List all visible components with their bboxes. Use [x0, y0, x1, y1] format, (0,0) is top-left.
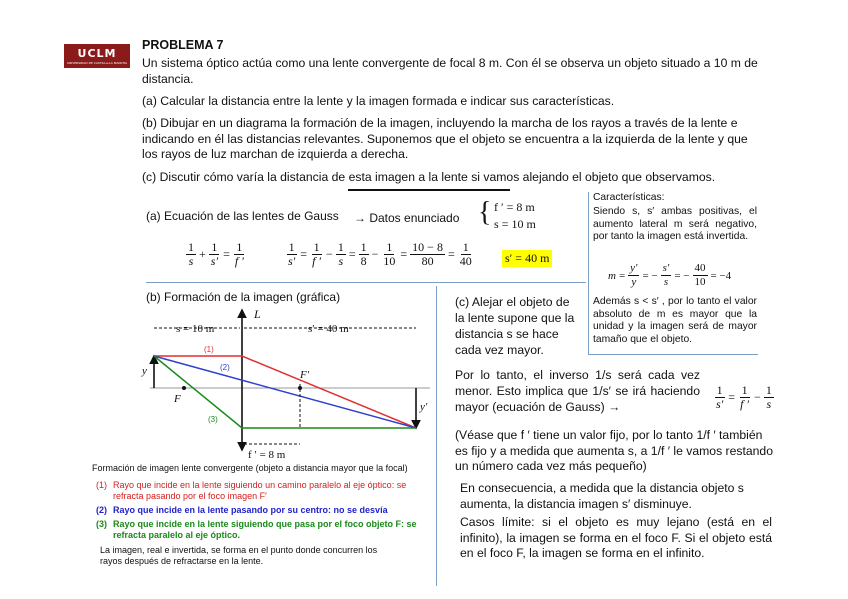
logo-subtitle: UNIVERSIDAD DE CASTILLA-LA MANCHA — [66, 61, 128, 65]
divider-line — [348, 189, 510, 191]
part-c-p2: Por lo tanto, el inverso 1/s será cada vez menor. Esto implica que 1/s′ se irá haciendo mayor (ecuación de Gauss) → — [455, 368, 700, 414]
legend-2 — [96, 505, 434, 516]
focus-image-label: F′ — [300, 369, 310, 381]
part-b-label: (b) Formación de la imagen (gráfica) — [146, 290, 341, 304]
dist-s-label: s = 10 m — [176, 323, 215, 335]
statement-a: (a) Calcular la distancia entre la lente y la imagen formada e indicar sus características. — [142, 94, 615, 108]
legend-1-num: (1) — [96, 480, 107, 490]
uclm-logo — [64, 44, 130, 68]
m-result: = −4 — [710, 269, 732, 282]
chars-note: Además s < s′ , por lo tanto el valor absoluto de m es mayor que la unidad y la imagen será de mayor tamaño que el objeto. — [593, 296, 757, 345]
legend-3-text: Rayo que incide en la lente siguiendo que pasa por el foco objeto F: se refracta paralelo al eje óptico. — [113, 519, 417, 540]
problem-title: PROBLEMA 7 — [142, 38, 224, 52]
logo-text: UCLM — [77, 47, 117, 60]
chars-divider — [588, 192, 589, 354]
legend-2-text: Rayo que incide en la lente pasando por su centro: no se desvía — [113, 505, 388, 515]
statement-c: (c) Discutir cómo varía la distancia de esta imagen a la lente si vamos alejando el objeto que observamos. — [142, 170, 716, 184]
ray-2-label: (2) — [220, 363, 230, 372]
part-c-p4: En consecuencia, a medida que la distancia objeto s aumenta, la distancia imagen s′ disminuye. — [460, 481, 744, 511]
datum-f: f ′ = 8 m — [494, 200, 535, 214]
object-label: y — [142, 365, 147, 377]
diagram-footnote: La imagen, real e invertida, se forma en el punto donde concurren los rayos después de refractarse en la lente. — [100, 545, 378, 566]
legend-3 — [96, 519, 434, 541]
statement-intro: Un sistema óptico actúa como una lente convergente de focal 8 m. Con él se observa un objeto situado a 10 m de distancia. — [142, 56, 758, 86]
chars-text: Siendo s, s′ ambas positivas, el aumento lateral m será negativo, por tanto la imagen está invertida. — [593, 206, 757, 243]
inverse-equation: $\frac{1}{s'}$ = $\frac{1}{f '}$ − $\frac{1}{s}$ — [716, 383, 772, 411]
chars-bottom-line — [588, 354, 758, 355]
ray-1-label: (1) — [204, 345, 214, 354]
legend-1-text: Rayo que incide en la lente siguiendo un camino paralelo al eje óptico: se refracta pasando por el foco imagen F′ — [113, 480, 407, 501]
magnification-equation: m = $\frac{y'}{y}$ = − $\frac{s'}{s}$ = − $\frac{40}{10}$ = −4 — [608, 262, 732, 288]
part-a-arrow-text: → Datos enunciado — [354, 211, 460, 225]
brace: { — [478, 197, 492, 228]
datum-s: s = 10 m — [494, 217, 536, 231]
ray-diagram — [140, 304, 436, 460]
focus-image-point — [298, 386, 302, 390]
lens-label: L — [254, 307, 261, 321]
chars-title: Características: — [593, 192, 665, 203]
ray-2-line — [154, 356, 416, 428]
focus-object-point — [182, 386, 186, 390]
section-divider — [146, 282, 586, 283]
part-a-label: (a) Ecuación de las lentes de Gauss — [146, 209, 339, 223]
part-c-p1: (c) Alejar el objeto de la lente supone que la distancia s se hace cada vez mayor. — [455, 295, 575, 357]
legend-1 — [96, 480, 434, 502]
legend-2-num: (2) — [96, 505, 107, 515]
column-divider — [436, 286, 437, 586]
dist-f-label: f ′ = 8 m — [248, 449, 286, 460]
focus-object-label: F — [174, 393, 181, 405]
result-s-prime: s′ = 40 m — [502, 250, 552, 267]
dist-sp-label: s′ = 40 m — [308, 323, 349, 335]
gauss-substitution: $\frac{1}{s'}$ = $\frac{1}{f '}$ − $\frac{1}{s}$ = $\frac{1}{8}$ − $\frac{1}{10}$ = $\frac{10 - 8}{80}$ = $\frac{1}{40}$ — [288, 240, 472, 268]
part-c-p3: (Véase que f ′ tiene un valor fijo, por lo tanto 1/f ′ también es fijo y a medida que aumenta s, a 1/f ′ le vamos restando un número cada vez más pequeño) — [455, 428, 773, 473]
image-label: y′ — [420, 401, 428, 413]
part-c-p5: Casos límite: si el objeto es muy lejano (está en el infinito), la imagen se forma en el foco F. Si el objeto está en el foco F, la imagen se forma en el infinito. — [460, 515, 772, 560]
legend-3-num: (3) — [96, 519, 107, 529]
gauss-equation: $\frac{1}{s}$ + $\frac{1}{s'}$ = $\frac{1}{f '}$ — [188, 240, 244, 268]
statement-b: (b) Dibujar en un diagrama la formación de la imagen, incluyendo la marcha de los rayos a través de la lente e indicando en él las distancias relevantes. Suponemos que el objeto se encuentra a la izquierda de la lente y que los rayos de luz marchan de izquierda a derecha. — [142, 116, 748, 161]
diagram-caption: Formación de imagen lente convergente (objeto a distancia mayor que la focal) — [92, 463, 408, 473]
ray-3-label: (3) — [208, 415, 218, 424]
